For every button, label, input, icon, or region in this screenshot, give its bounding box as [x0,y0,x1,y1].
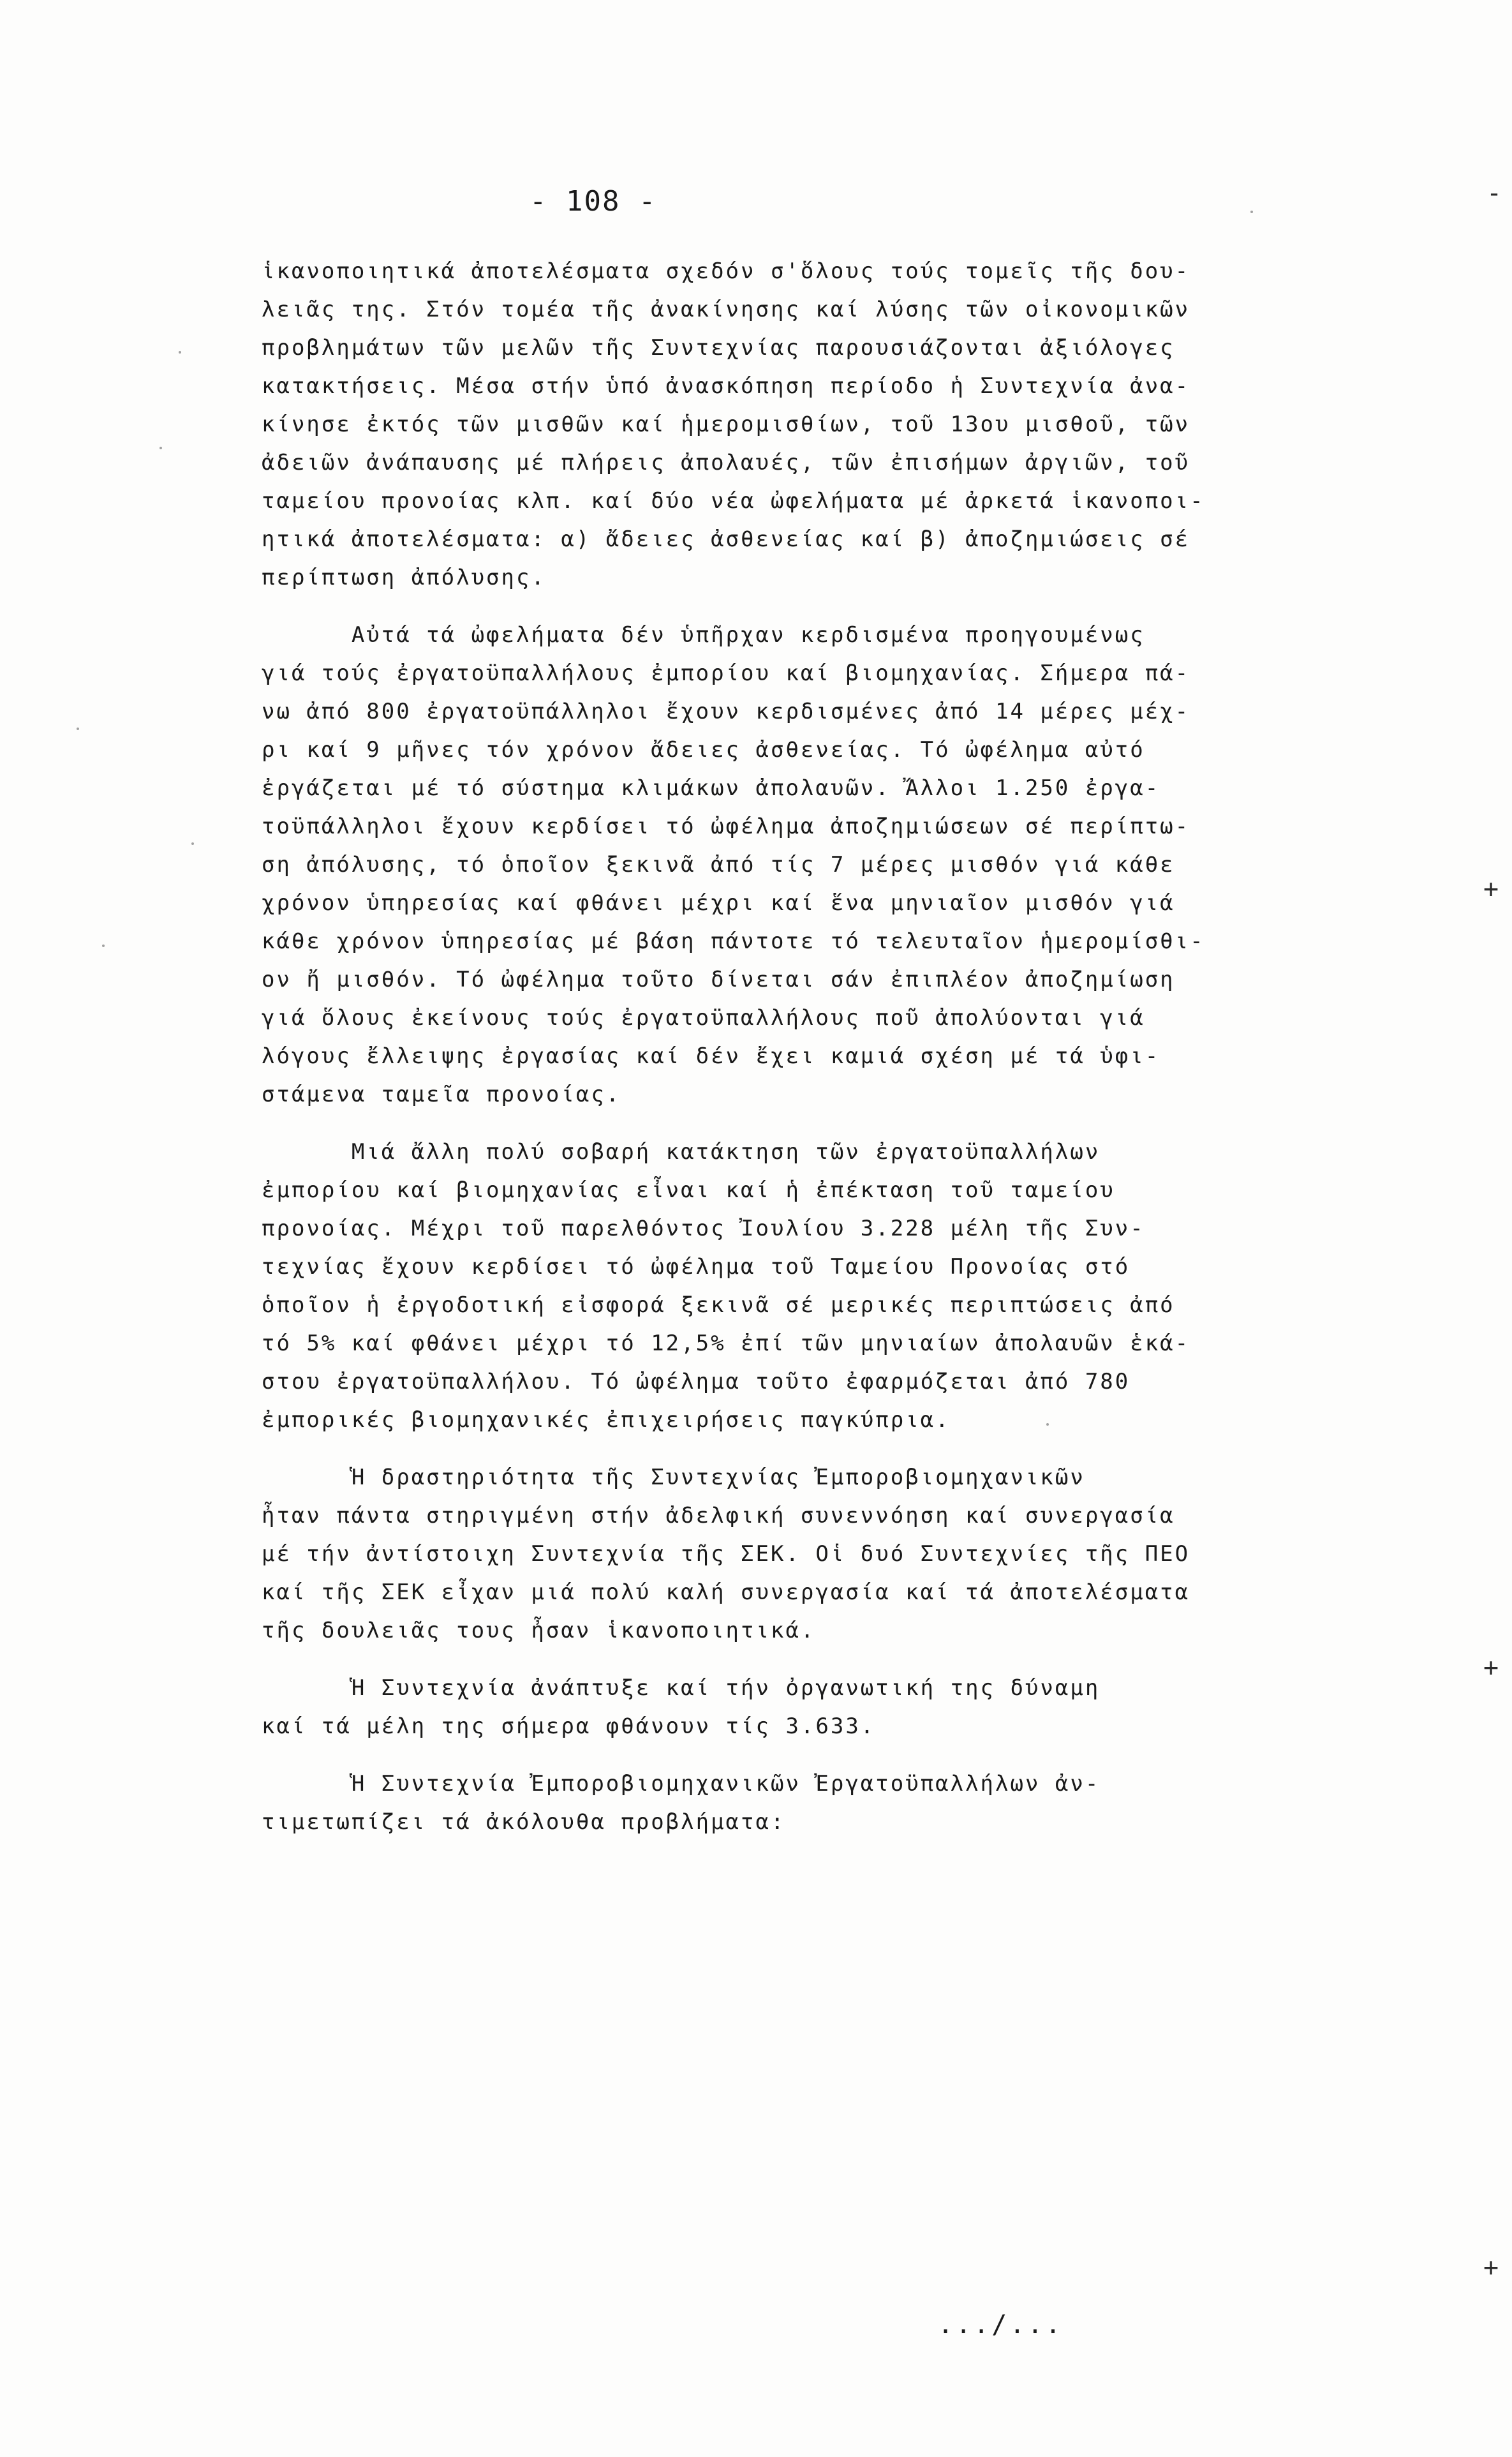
text-line: στάμενα ταμεῖα προνοίας. [262,1082,621,1107]
text-line: ταμείου προνοίας κλπ. καί δύο νέα ὠφελήματα μέ ἀρκετά ἱκανοποι- [262,488,1205,514]
text-line: νω ἀπό 800 ἐργατοϋπάλληλοι ἔχουν κερδισμένες ἀπό 14 μέρες μέχ- [262,699,1190,724]
scan-speck [179,351,181,354]
text-line: λειᾶς της. Στόν τομέα τῆς ἀνακίνησης καί λύσης τῶν οἰκονομικῶν [262,297,1190,322]
text-line: Μιά ἄλλη πολύ σοβαρή κατάκτηση τῶν ἐργατοϋπαλλήλων [262,1139,1101,1165]
scan-speck [77,728,79,730]
text-line: ἦταν πάντα στηριγμένη στήν ἀδελφική συνεννόηση καί συνεργασία [262,1503,1175,1528]
text-line: χρόνον ὑπηρεσίας καί φθάνει μέχρι καί ἕνα μηνιαῖον μισθόν γιά [262,890,1175,916]
text-line: ση ἀπόλυσης, τό ὁποῖον ξεκινᾶ ἀπό τίς 7 μέρες μισθόν γιά κάθε [262,852,1175,878]
text-line: ἱκανοποιητικά ἀποτελέσματα σχεδόν σ'ὅλους τούς τομεῖς τῆς δου- [262,258,1190,284]
text-line: καί τά μέλη της σήμερα φθάνουν τίς 3.633. [262,1714,876,1739]
page-number: - 108 - [530,185,657,218]
text-line: ἐμπορίου καί βιομηχανίας εἶναι καί ἡ ἐπέκταση τοῦ ταμείου [262,1177,1115,1203]
scan-speck [102,945,105,947]
text-line: μέ τήν ἀντίστοιχη Συντεχνία τῆς ΣΕΚ. Οἱ δυό Συντεχνίες τῆς ΠΕΟ [262,1541,1190,1567]
scan-speck [191,842,194,845]
text-line: τιμετωπίζει τά ἀκόλουθα προβλήματα: [262,1809,786,1835]
text-line: γιά ὅλους ἐκείνους τούς ἐργατοϋπαλλήλους ποῦ ἀπολύονται γιά [262,1005,1145,1031]
margin-cross-icon: + [1483,874,1499,904]
text-line: γιά τούς ἐργατοϋπαλλήλους ἐμπορίου καί βιομηχανίας. Σήμερα πά- [262,661,1190,686]
text-line: στου ἐργατοϋπαλλήλου. Τό ὠφέλημα τοῦτο ἐφαρμόζεται ἀπό 780 [262,1369,1130,1394]
text-line: ἐμπορικές βιομηχανικές ἐπιχειρήσεις παγκύπρια. [262,1407,951,1433]
text-line: προνοίας. Μέχρι τοῦ παρελθόντος Ἰουλίου 3.228 μέλη τῆς Συν- [262,1216,1145,1241]
text-line: Ἡ Συντεχνία Ἐμποροβιομηχανικῶν Ἐργατοϋπαλλήλων ἀν- [262,1771,1101,1796]
text-line: ἐργάζεται μέ τό σύστημα κλιμάκων ἀπολαυῶν. Ἄλλοι 1.250 ἐργα- [262,775,1160,801]
text-line: ητικά ἀποτελέσματα: α) ἄδειες ἀσθενείας καί β) ἀποζημιώσεις σέ [262,526,1190,552]
text-line: προβλημάτων τῶν μελῶν τῆς Συντεχνίας παρουσιάζονται ἀξιόλογες [262,335,1175,361]
text-line: τεχνίας ἔχουν κερδίσει τό ὠφέλημα τοῦ Ταμείου Προνοίας στό [262,1254,1130,1280]
scan-speck [1250,211,1253,213]
text-line: κίνησε ἐκτός τῶν μισθῶν καί ἡμερομισθίων, τοῦ 13ου μισθοῦ, τῶν [262,412,1190,437]
text-line: Ἡ δραστηριότητα τῆς Συντεχνίας Ἐμποροβιομηχανικῶν [262,1465,1085,1490]
text-line: ον ἤ μισθόν. Τό ὠφέλημα τοῦτο δίνεται σάν ἐπιπλέον ἀποζημίωση [262,967,1175,992]
text-line: καί τῆς ΣΕΚ εἶχαν μιά πολύ καλή συνεργασία καί τά ἀποτελέσματα [262,1580,1190,1605]
text-line: ἀδειῶν ἀνάπαυσης μέ πλήρεις ἀπολαυές, τῶν ἐπισήμων ἀργιῶν, τοῦ [262,450,1190,475]
margin-cross-icon: + [1483,1653,1499,1682]
text-line: κατακτήσεις. Μέσα στήν ὑπό ἀνασκόπηση περίοδο ἡ Συντεχνία ἀνα- [262,373,1190,399]
continuation-marker: .../... [938,2310,1064,2340]
text-line: λόγους ἔλλειψης ἐργασίας καί δέν ἔχει καμιά σχέση μέ τά ὑφι- [262,1043,1160,1069]
text-line: κάθε χρόνον ὑπηρεσίας μέ βάση πάντοτε τό τελευταῖον ἡμερομίσθι- [262,929,1205,954]
text-line: τῆς δουλειᾶς τους ἦσαν ἱκανοποιητικά. [262,1618,816,1643]
scan-speck [1046,1423,1049,1426]
text-line: Αὐτά τά ὠφελήματα δέν ὑπῆρχαν κερδισμένα προηγουμένως [262,622,1145,648]
margin-mark-icon: ‐ [1486,179,1502,208]
scan-speck [159,447,162,449]
margin-cross-icon: + [1483,2253,1499,2282]
text-line: ὁποῖον ἡ ἐργοδοτική εἰσφορά ξεκινᾶ σέ μερικές περιπτώσεις ἀπό [262,1292,1175,1318]
text-line: περίπτωση ἀπόλυσης. [262,565,546,590]
text-line: τό 5% καί φθάνει μέχρι τό 12,5% ἐπί τῶν μηνιαίων ἀπολαυῶν ἑκά- [262,1331,1190,1356]
text-line: ρι καί 9 μῆνες τόν χρόνον ἄδειες ἀσθενείας. Τό ὠφέλημα αὐτό [262,737,1145,763]
text-line: τοϋπάλληλοι ἔχουν κερδίσει τό ὠφέλημα ἀποζημιώσεων σέ περίπτω- [262,814,1190,839]
text-line: Ἡ Συντεχνία ἀνάπτυξε καί τήν ὀργανωτική της δύναμη [262,1675,1101,1701]
